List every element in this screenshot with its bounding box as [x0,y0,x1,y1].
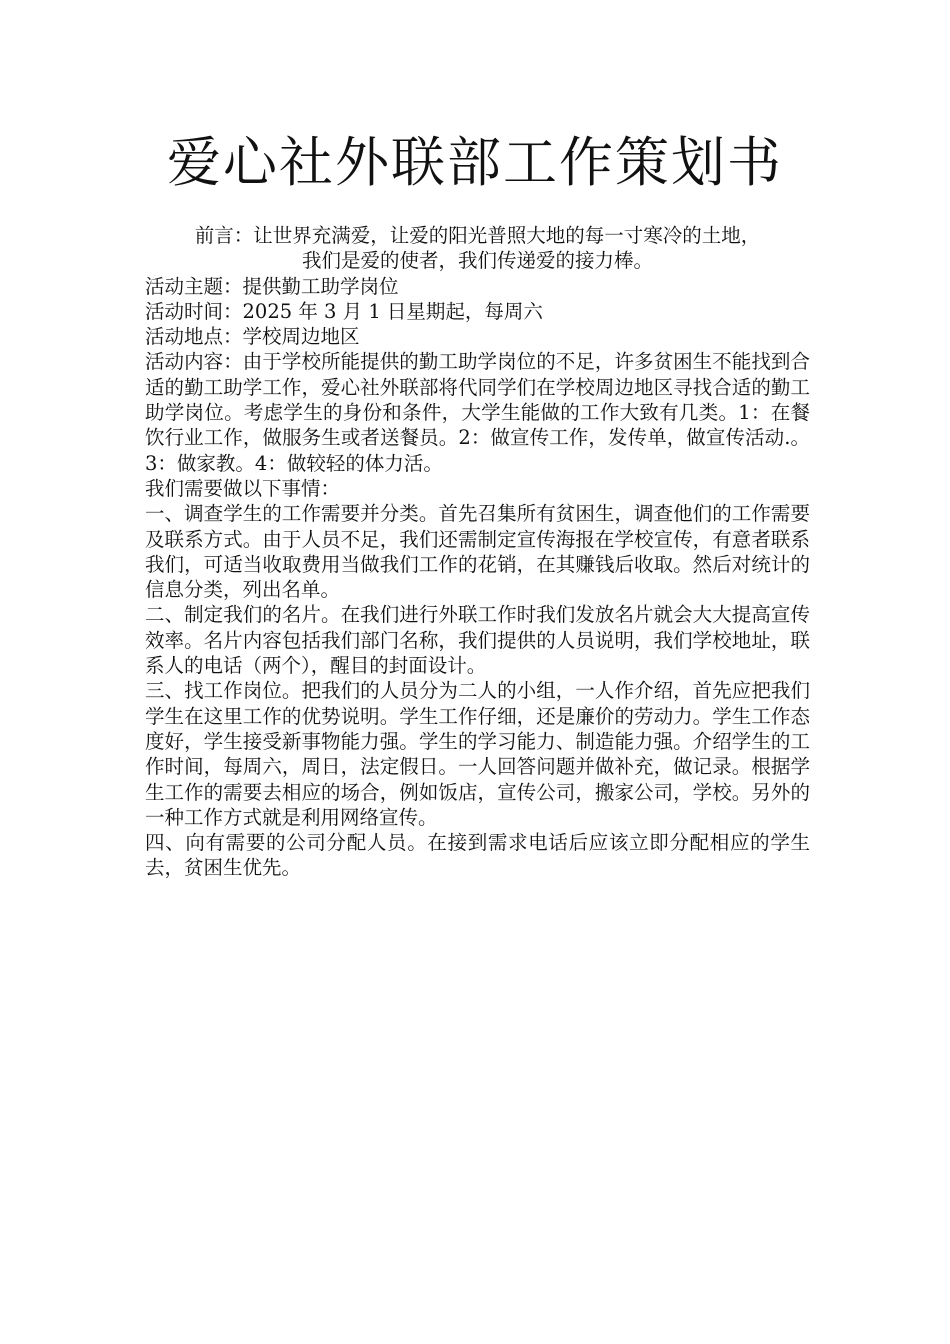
step-1-paragraph: 一、调查学生的工作需要并分类。首先召集所有贫困生，调查他们的工作需要及联系方式。由于人员不足，我们还需制定宣传海报在学校宣传，有意者联系我们，可适当收取费用当做我们工作的花销，在其赚钱后收取。然后对统计的信息分类，列出名单。 [145,502,810,602]
document-body [145,223,810,881]
step-4-paragraph: 四、向有需要的公司分配人员。在接到需求电话后应该立即分配相应的学生去，贫困生优先。 [145,831,810,880]
document-title: 爱心社外联部工作策划书 [167,131,783,194]
preface-line-1: 前言：让世界充满爱，让爱的阳光普照大地的每一寸寒冷的土地， [194,224,761,247]
activity-time: 活动时间：2025 年 3 月 1 日星期起，每周六 [145,299,543,323]
activity-location: 活动地点：学校周边地区 [145,325,360,349]
step-2-paragraph: 二、制定我们的名片。在我们进行外联工作时我们发放名片就会大大提高宣传效率。名片内容包括我们部门名称，我们提供的人员说明，我们学校地址，联系人的电话（两个），醒目的封面设计。 [145,603,810,678]
activity-content: 活动内容：由于学校所能提供的勤工助学岗位的不足，许多贫困生不能找到合适的勤工助学工作，爱心社外联部将代同学们在学校周边地区寻找合适的勤工助学岗位。考虑学生的身份和条件，大学生能做的工作大致有几类。1：在餐饮行业工作，做服务生或者送餐员。2：做宣传工作，发传单，做宣传活动.。3：做家教。4：做较轻的体力活。 [145,350,810,475]
preface-line-2: 我们是爱的使者，我们传递爱的接力棒。 [301,249,653,273]
todo-heading: 我们需要做以下事情： [145,476,341,500]
step-3-paragraph: 三、找工作岗位。把我们的人员分为二人的小组，一人作介绍，首先应把我们学生在这里工作的优势说明。学生工作仔细，还是廉价的劳动力。学生工作态度好，学生接受新事物能力强。学生的学习能力、制造能力强。介绍学生的工作时间，每周六，周日，法定假日。一人回答问题并做补充，做记录。根据学生工作的需要去相应的场合，例如饭店，宣传公司，搬家公司，学校。另外的一种工作方式就是利用网络宣传。 [145,679,810,829]
activity-theme: 活动主题：提供勤工助学岗位 [145,274,399,298]
